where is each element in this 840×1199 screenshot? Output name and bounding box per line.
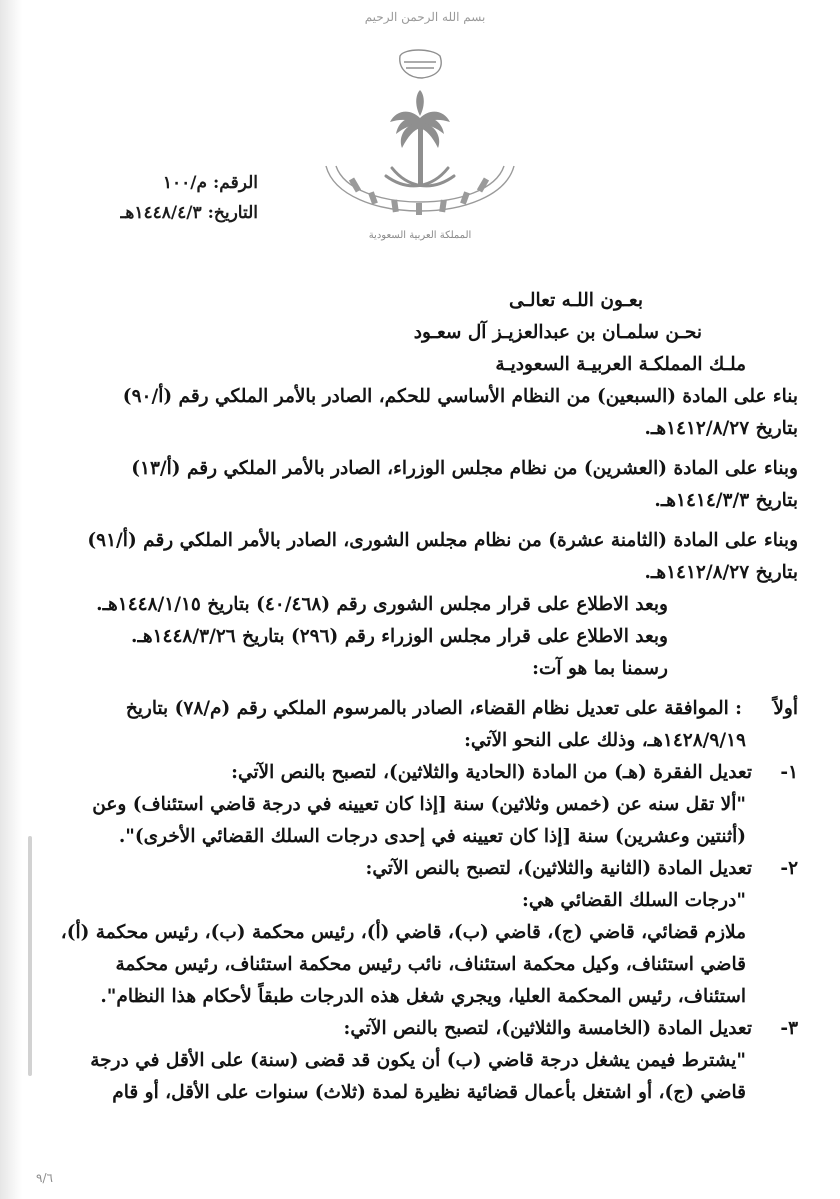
scroll-indicator[interactable] — [28, 836, 32, 1076]
reference-date-value: ١٤٤٨/٤/٣هـ — [120, 203, 202, 223]
amendment-item-heading — [38, 853, 798, 885]
reference-number-value: م/١٠٠ — [162, 173, 207, 193]
clause-first-text: : الموافقة على تعديل نظام القضاء، الصادر بالمرسوم الملكي رقم (م/٧٨) بتاريخ — [125, 698, 742, 719]
preamble-line: وبعد الاطلاع على قرار مجلس الشورى رقم (٤٠/٤٦٨) بتاريخ ١٤٤٨/١/١٥هـ. — [96, 594, 668, 615]
amendment-item-heading — [38, 757, 798, 789]
preamble-line: وبناء على المادة (الثامنة عشرة) من نظام مجلس الشورى، الصادر بالأمر الملكي رقم (أ/٩١) — [87, 530, 798, 551]
amendment-item-number: ٣- — [780, 1018, 798, 1039]
clause-first — [38, 693, 798, 725]
amendment-text-line: "درجات السلك القضائي هي: — [521, 890, 746, 911]
page-number: ٩/٦ — [36, 1171, 53, 1185]
emblem-graphic — [312, 38, 528, 248]
reference-date-line — [38, 198, 258, 228]
king-line: نحـن سلمـان بن عبدالعزيـز آل سعـود — [413, 322, 702, 343]
emblem-caption: المملكة العربية السعودية — [368, 230, 472, 241]
opening-line: بعـون اللـه تعالـى — [509, 290, 643, 311]
amendment-item-title: تعديل الفقرة (هـ) من المادة (الحادية والثلاثين)، لتصبح بالنص الآتي: — [231, 762, 752, 783]
amendment-text-line: قاضي استئناف، وكيل محكمة استئناف، نائب رئيس محكمة استئناف، رئيس محكمة — [115, 954, 746, 975]
amendment-item-1 — [38, 757, 798, 789]
clause-first-line — [38, 693, 798, 725]
saudi-emblem-icon — [312, 38, 528, 248]
preamble-line: بتاريخ ١٤١٤/٣/٣هـ. — [654, 490, 798, 511]
reference-number-label: الرقم: — [213, 173, 258, 193]
reference-date-label: التاريخ: — [207, 203, 258, 223]
reference-block — [38, 168, 258, 228]
preamble-line: وبعد الاطلاع على قرار مجلس الوزراء رقم (٢٩٦) بتاريخ ١٤٤٨/٣/٢٦هـ. — [131, 626, 668, 647]
title-line: ملـك المملكـة العربيـة السعوديـة — [495, 354, 746, 375]
amendment-text-line: (أثنتين وعشرين) سنة [إذا كان تعيينه في إحدى درجات السلك القضائي الأخرى)". — [118, 826, 746, 847]
amendment-item-title: تعديل المادة (الخامسة والثلاثين)، لتصبح بالنص الآتي: — [343, 1018, 752, 1039]
scan-edge-shadow — [0, 0, 22, 1199]
decree-body — [38, 285, 798, 1109]
preamble-line: رسمنا بما هو آت: — [532, 658, 668, 679]
amendment-text-line: قاضي (ج)، أو اشتغل بأعمال قضائية نظيرة لمدة (ثلاث) سنوات على الأقل، أو قام — [112, 1082, 746, 1103]
preamble-line: وبناء على المادة (العشرين) من نظام مجلس الوزراء، الصادر بالأمر الملكي رقم (أ/١٣) — [131, 458, 798, 479]
reference-number-line — [38, 168, 258, 198]
basmala-header: بسم الله الرحمن الرحيم — [364, 10, 486, 24]
amendment-item-number: ٢- — [780, 858, 798, 879]
preamble-line: بناء على المادة (السبعين) من النظام الأساسي للحكم، الصادر بالأمر الملكي رقم (أ/٩٠) — [122, 386, 798, 407]
amendment-item-2 — [38, 853, 798, 885]
preamble-line: بتاريخ ١٤١٢/٨/٢٧هـ. — [644, 562, 798, 583]
amendment-item-number: ١- — [780, 762, 798, 783]
amendment-item-heading — [38, 1013, 798, 1045]
amendment-text-line: "ألا تقل سنه عن (خمس وثلاثين) سنة [إذا كان تعيينه في درجة قاضي استئناف) وعن — [92, 794, 746, 815]
clause-first-continuation: ١٤٢٨/٩/١٩هـ، وذلك على النحو الآتي: — [464, 730, 746, 751]
amendment-item-3 — [38, 1013, 798, 1045]
preamble-line: بتاريخ ١٤١٢/٨/٢٧هـ. — [644, 418, 798, 439]
clause-first-label: أولاً — [773, 698, 798, 719]
amendment-item-title: تعديل المادة (الثانية والثلاثين)، لتصبح بالنص الآتي: — [365, 858, 752, 879]
amendment-text-line: "يشترط فيمن يشغل درجة قاضي (ب) أن يكون قد قضى (سنة) على الأقل في درجة — [90, 1050, 746, 1071]
amendment-text-line: ملازم قضائي، قاضي (ج)، قاضي (ب)، قاضي (أ)، رئيس محكمة (ب)، رئيس محكمة (أ)، — [60, 922, 746, 943]
amendment-text-line: استئناف، رئيس المحكمة العليا، ويجري شغل هذه الدرجات طبقاً لأحكام هذا النظام". — [100, 986, 746, 1007]
